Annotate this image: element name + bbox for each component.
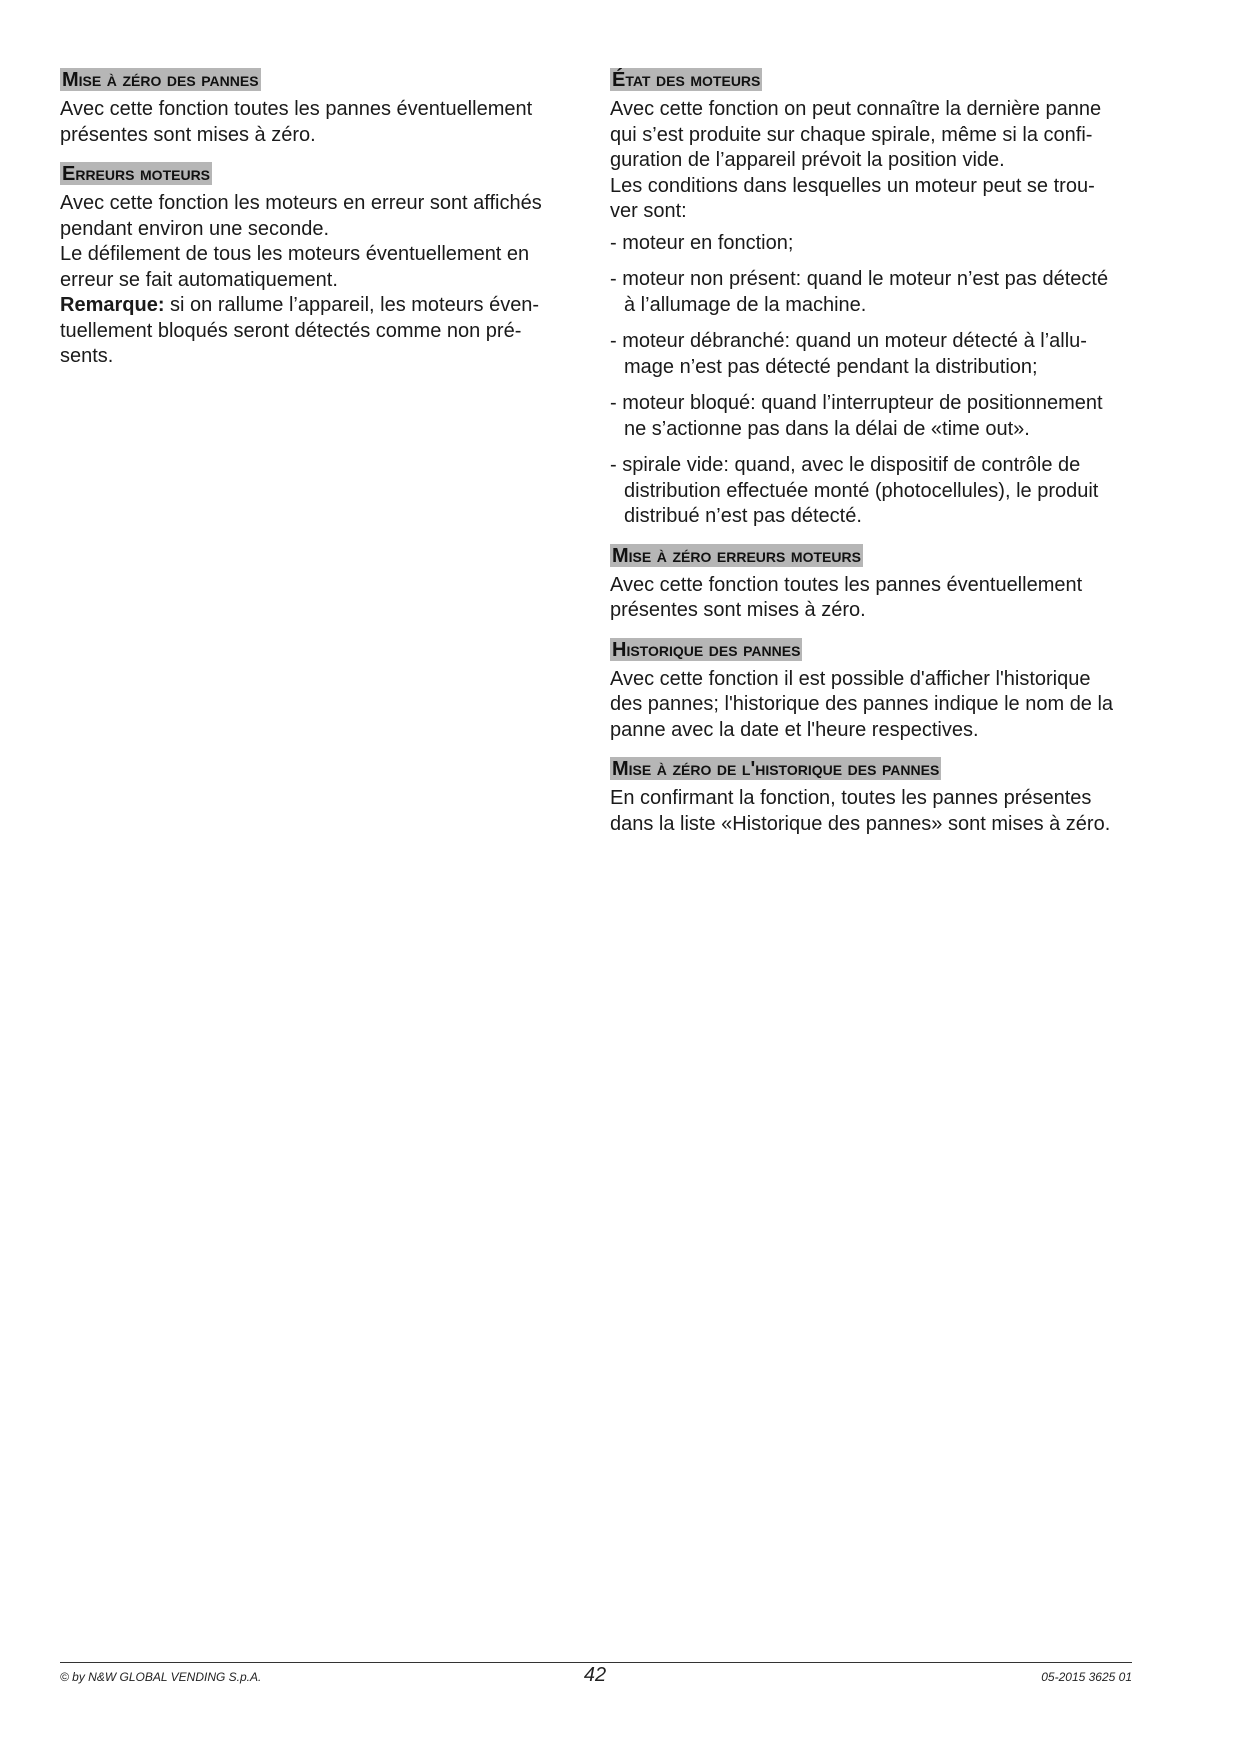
section-body: Avec cette fonction il est possible d'afficher l'historique des pannes; l'historique des pannes indique le nom de la panne avec la date et l'heure respectives. [610, 667, 1114, 741]
section-reset-fault-history [610, 757, 1140, 837]
section-heading: Historique des pannes [612, 638, 801, 661]
section-motor-status [610, 68, 1140, 530]
list-item: - spirale vide: quand, avec le dispositif de contrôle de distribution effectuée monté (photocellules), le produit distribué n’est pas détecté. [610, 454, 1099, 527]
list-item: - moteur en fonction; [610, 231, 794, 254]
left-column [60, 68, 560, 384]
section-reset-faults [60, 68, 560, 148]
section-fault-history [610, 638, 1140, 744]
footer-divider [60, 1662, 1132, 1663]
section-heading: État des moteurs [612, 69, 761, 91]
motor-conditions-list [610, 231, 1140, 530]
section-body: En confirmant la fonction, toutes les pannes présentes dans la liste «Historique des pannes» sont mises à zéro. [610, 787, 1111, 835]
section-heading: Erreurs moteurs [62, 163, 211, 185]
section-heading: Mise à zéro de l'historique des pannes [612, 758, 940, 780]
section-body: Avec cette fonction toutes les pannes éventuellement présentes sont mises à zéro. [60, 98, 533, 146]
footer-doc-reference: 05-2015 3625 01 [1041, 1670, 1132, 1684]
section-reset-motor-errors [610, 544, 1140, 624]
right-column [610, 68, 1140, 851]
section-motor-errors [60, 162, 560, 370]
note-label: Remarque: [60, 294, 165, 316]
section-body: Avec cette fonction on peut connaître la dernière panne qui s’est produite sur chaque spirale, même si la confi- guration de l’appareil prévoit la position vide. Les conditions dans lesquelles un moteur peut se trou- ver sont: [610, 98, 1102, 222]
section-body: Avec cette fonction toutes les pannes éventuellement présentes sont mises à zéro. [610, 573, 1083, 621]
footer-copyright: © by N&W GLOBAL VENDING S.p.A. [60, 1670, 262, 1684]
section-body: Avec cette fonction les moteurs en erreur sont affichés pendant environ une seconde. Le défilement de tous les moteurs éventuellement en erreur se fait automatiquement. [60, 192, 542, 291]
page-number: 42 [583, 1664, 607, 1686]
list-item: - moteur non présent: quand le moteur n’est pas détecté à l’allumage de la machine. [610, 268, 1109, 316]
note-paragraph [60, 293, 560, 370]
section-heading: Mise à zéro des pannes [62, 69, 259, 91]
note-text: si on rallume l’appareil, les moteurs éven- tuellement bloqués seront détectés comme non pré- sents. [60, 294, 540, 367]
list-item: - moteur bloqué: quand l’interrupteur de positionnement ne s’actionne pas dans la délai de «time out». [610, 392, 1103, 440]
list-item: - moteur débranché: quand un moteur détecté à l’allu- mage n’est pas détecté pendant la distribution; [610, 330, 1087, 378]
section-heading: Mise à zéro erreurs moteurs [612, 544, 861, 567]
